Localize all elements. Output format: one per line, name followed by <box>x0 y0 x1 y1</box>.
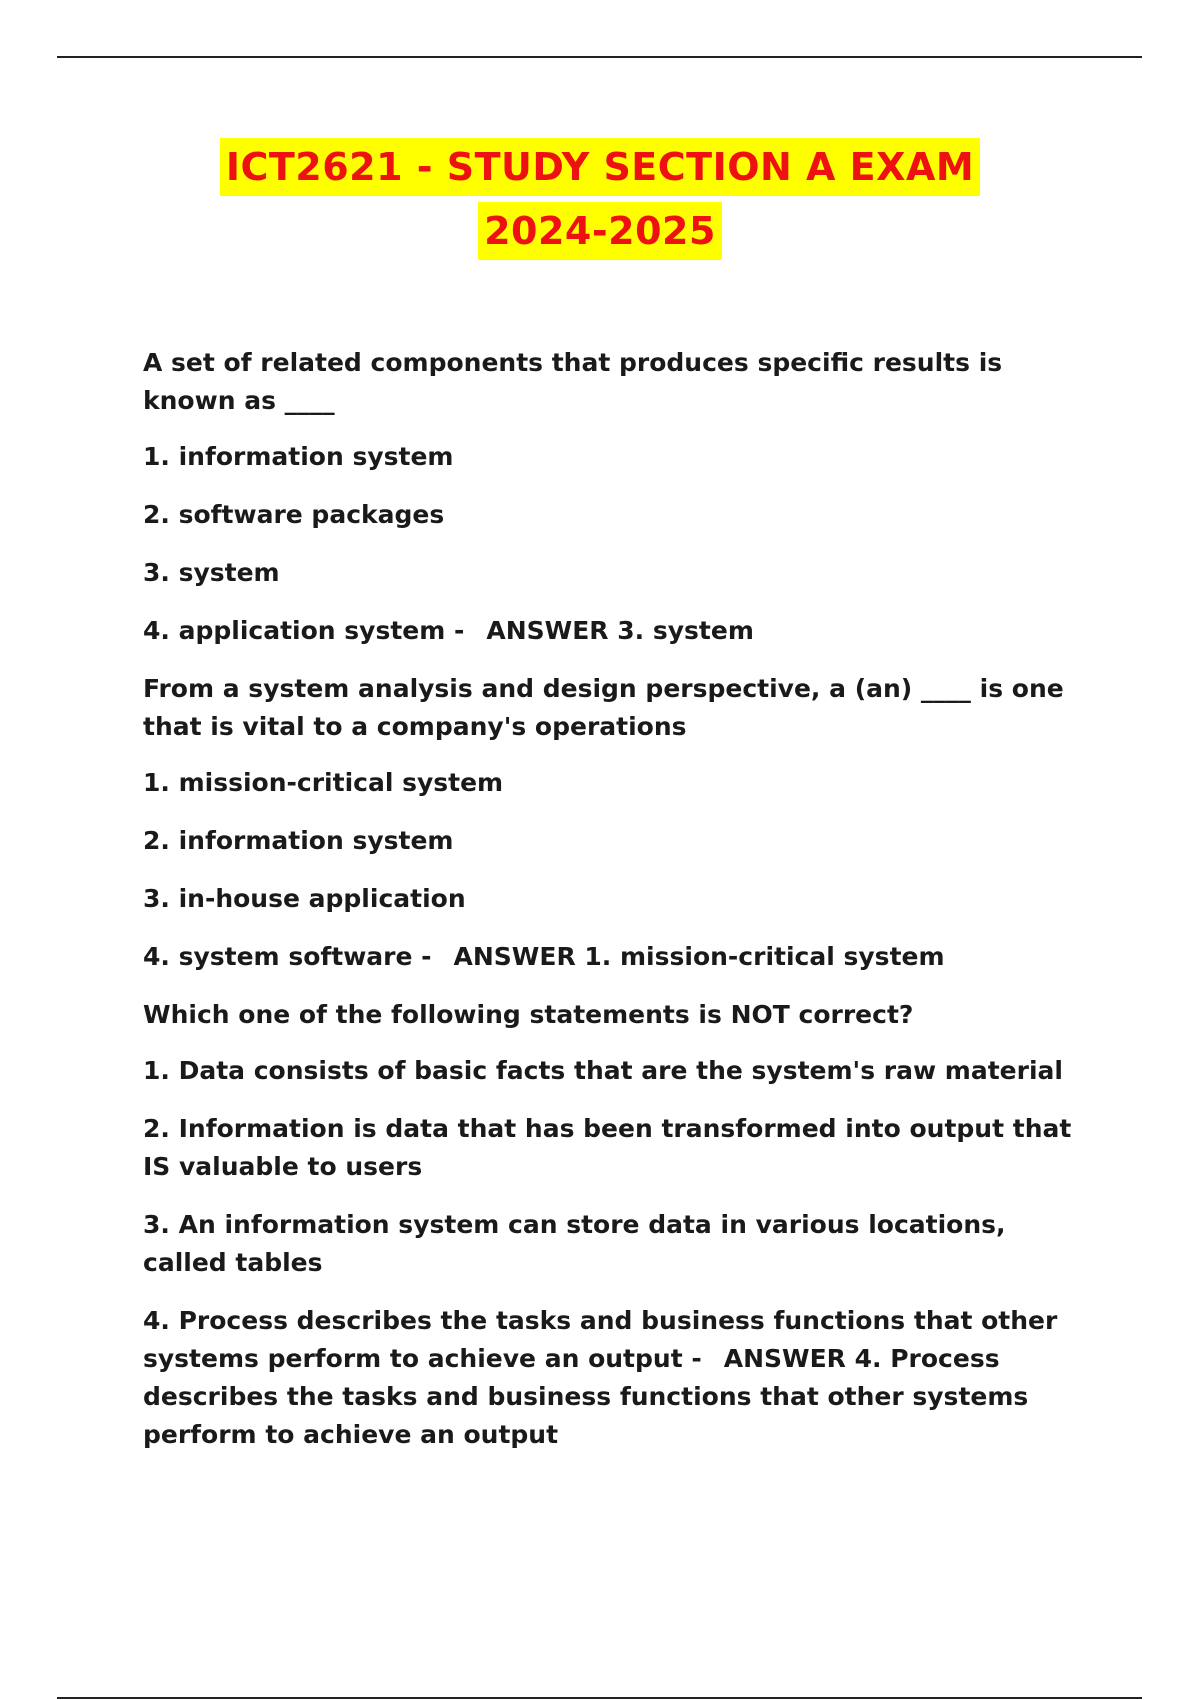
question-1-option-2: 2. software packages <box>143 500 445 529</box>
question-2: From a system analysis and design perspective, a (an) ____ is one that is vital to a company's operations <box>143 674 1064 741</box>
question-2-option-2: 2. information system <box>143 826 454 855</box>
title-line-2: 2024-2025 <box>478 202 722 260</box>
question-2-option-4-with-answer <box>143 938 1083 976</box>
top-rule <box>57 56 1142 58</box>
question-2-answer: ANSWER 1. mission-critical system <box>453 942 945 971</box>
question-1-answer: ANSWER 3. system <box>486 616 754 645</box>
question-1: A set of related components that produces specific results is known as ____ <box>143 348 1003 415</box>
document-title <box>0 138 1200 260</box>
question-3: Which one of the following statements is NOT correct? <box>143 1000 914 1029</box>
question-1-option-4-with-answer <box>143 612 1083 650</box>
question-3-option-4: 4. Process describes the tasks and business functions that other systems perform to achieve an output - <box>143 1306 1058 1373</box>
question-1-option-1: 1. information system <box>143 442 454 471</box>
question-2-option-3: 3. in-house application <box>143 884 466 913</box>
question-2-option-4: 4. system software - <box>143 942 432 971</box>
bottom-rule <box>57 1697 1142 1699</box>
question-3-option-1: 1. Data consists of basic facts that are the system's raw material <box>143 1056 1063 1085</box>
question-list <box>143 344 1083 1474</box>
question-3-option-4-with-answer <box>143 1302 1083 1454</box>
question-3-option-3: 3. An information system can store data in various locations, called tables <box>143 1210 1006 1277</box>
title-line-1: ICT2621 - STUDY SECTION A EXAM <box>220 138 980 196</box>
question-3-option-2: 2. Information is data that has been transformed into output that IS valuable to users <box>143 1114 1072 1181</box>
question-2-option-1: 1. mission-critical system <box>143 768 504 797</box>
question-1-option-3: 3. system <box>143 558 280 587</box>
question-1-option-4: 4. application system - <box>143 616 465 645</box>
question-3-answer: ANSWER 4. Process describes the tasks and business functions that other systems perform to achieve an output <box>143 1344 1029 1449</box>
